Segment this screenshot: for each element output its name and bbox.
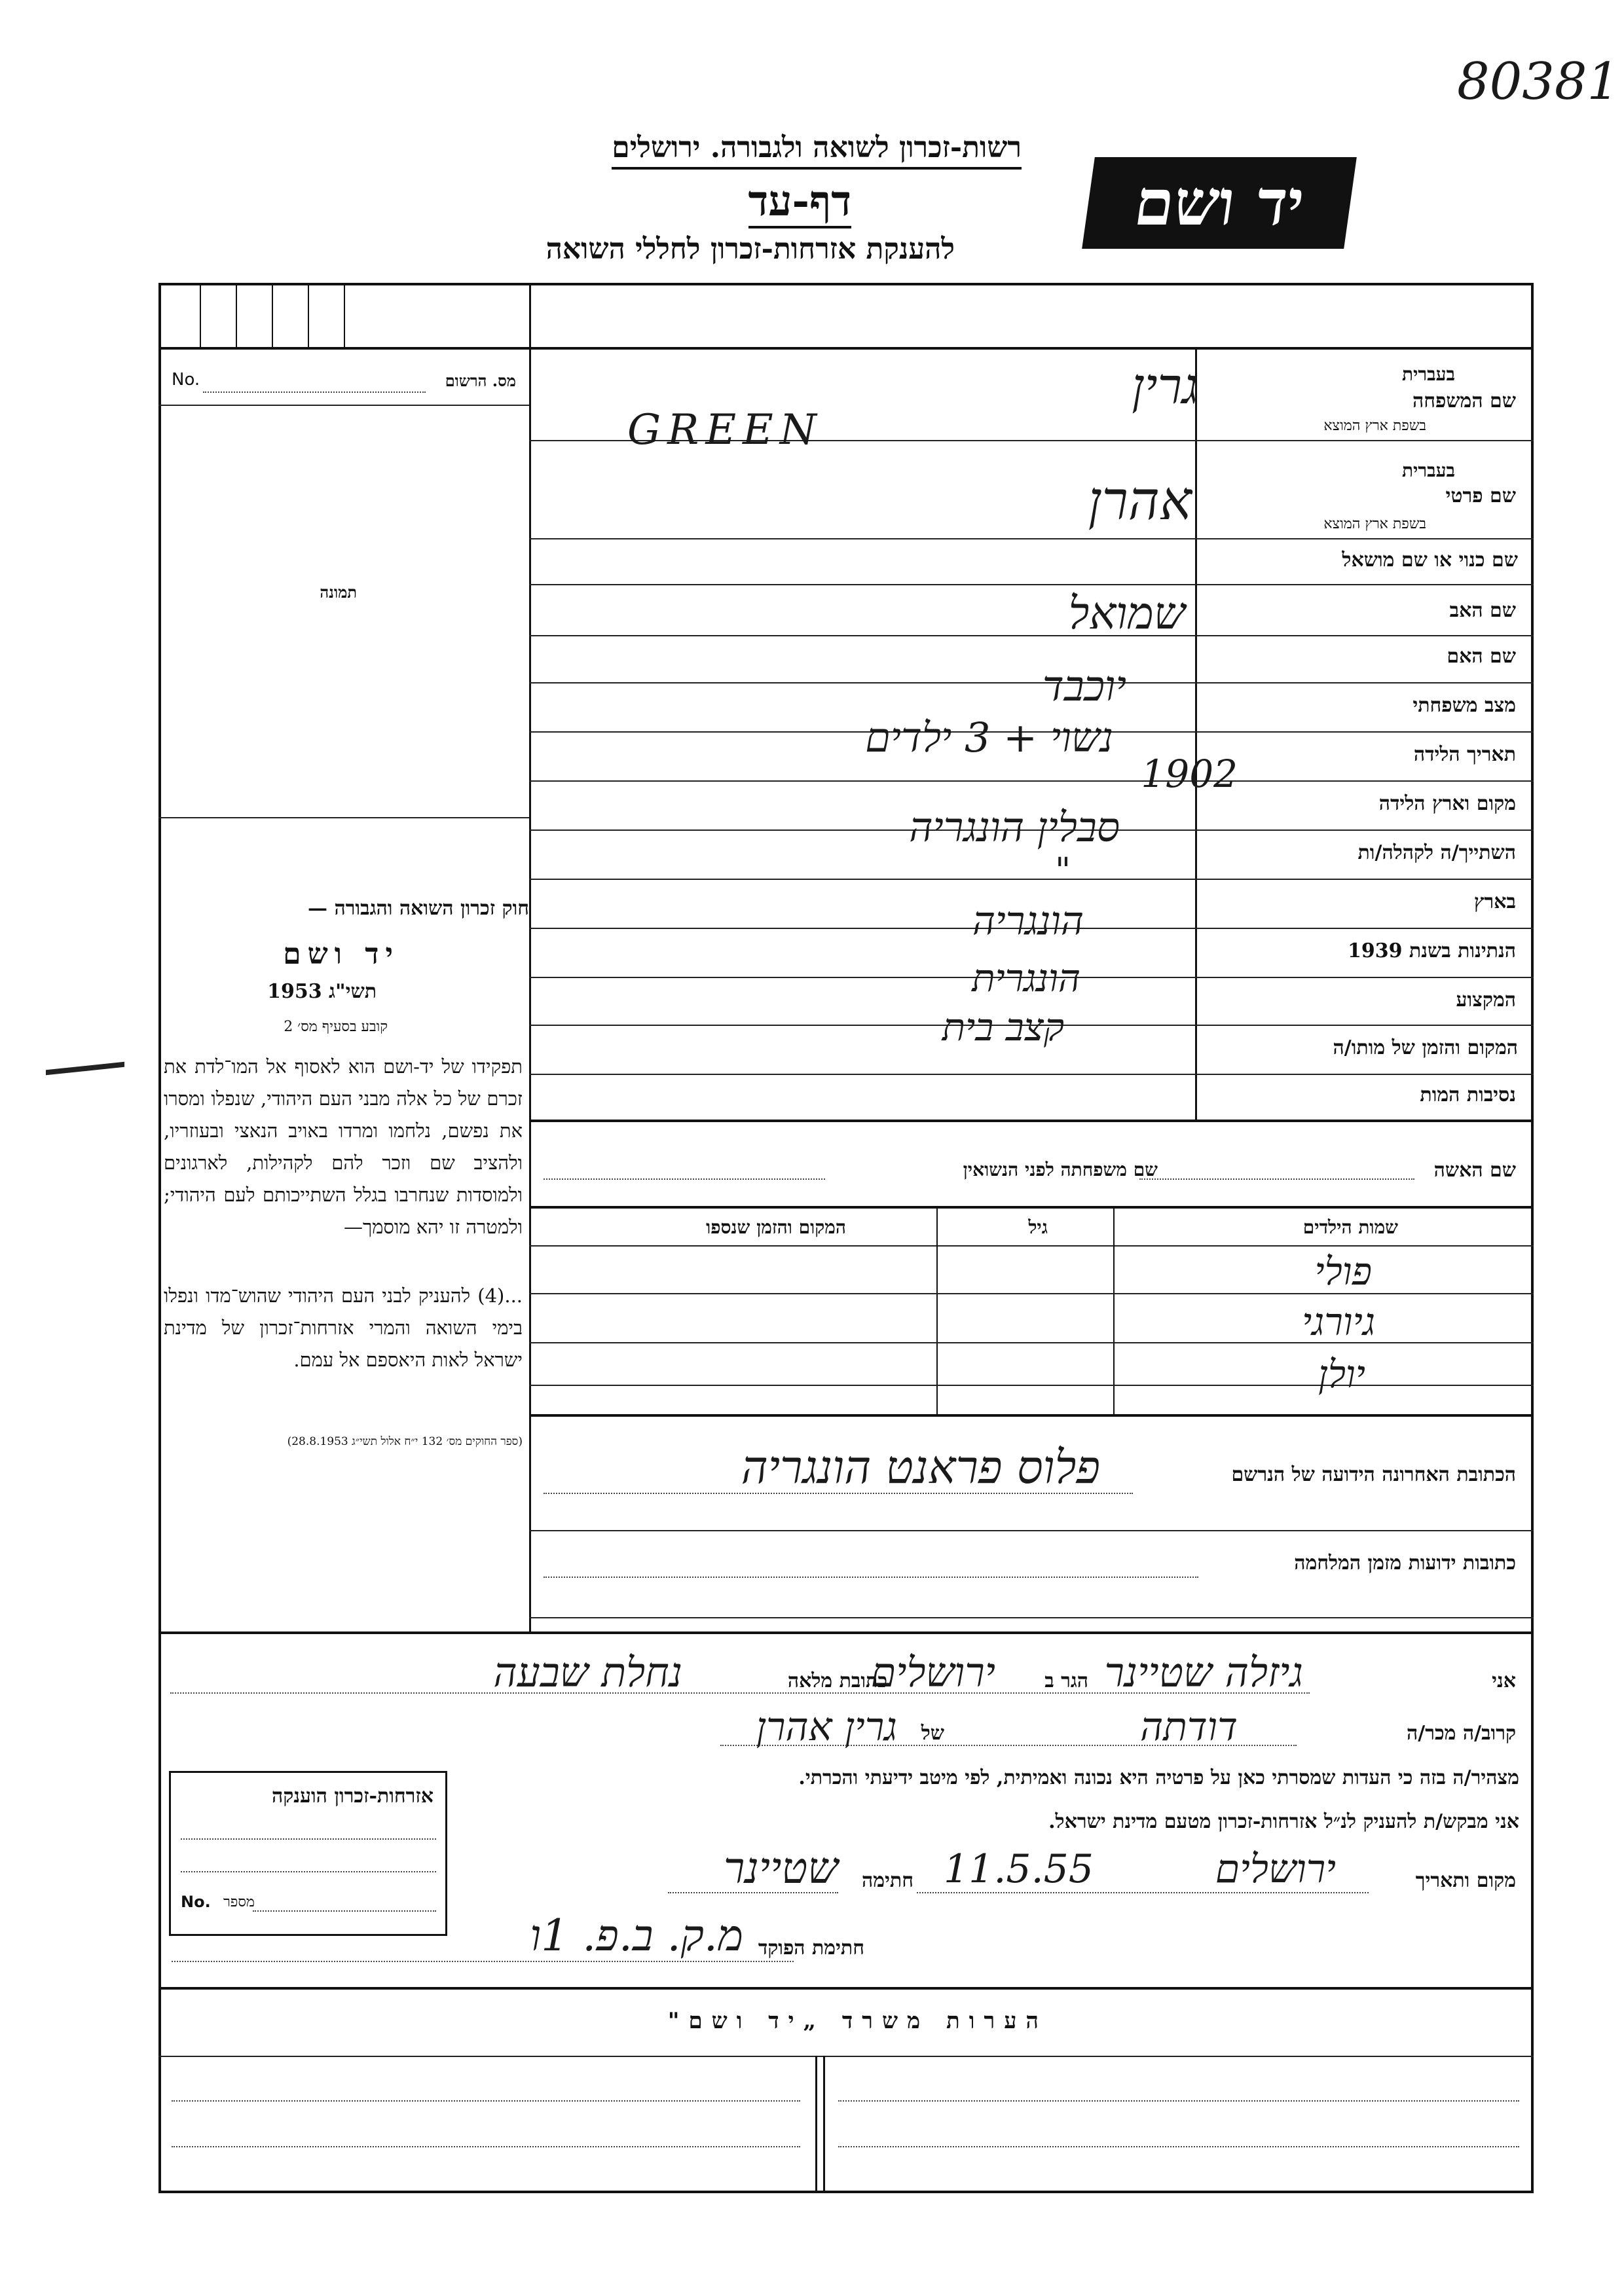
country-label: בארץ [1473,890,1516,913]
citizenship-value[interactable]: הונגרית [972,956,1080,1000]
relation-value[interactable]: דודתה [1139,1704,1238,1750]
marital-status-label: מצב משפחתי [1412,694,1516,717]
testimony-statement: מצהיר/ה בזה כי העדות שמסרתי כאן על פרטיה היא נכונה ואמיתית, לפי מיטב ידיעתי והכרתי. [798,1766,1519,1789]
law-year: תשי"ג 1953 [267,980,377,1003]
wife-name-label: שם האשה [1433,1159,1516,1182]
child-name-1[interactable]: פולי [1314,1249,1372,1294]
law-name: יד ושם [283,938,399,971]
last-address-label: הכתובת האחרונה הידועה של הנרשם [1231,1463,1516,1486]
remarks-title: הערות משרד „יד ושם" [667,2008,1048,2034]
profession-value[interactable]: קצב בית [942,1005,1064,1049]
signature-label: חתימה [862,1869,913,1892]
law-section: קובע בסעיף מס׳ 2 [284,1019,388,1035]
relative-of-label: של [921,1722,944,1745]
country-value[interactable]: הונגריה [972,898,1084,944]
first-name-origin-label: בשפת ארץ המוצא [1323,516,1426,532]
death-circumstances-label: נסיבות המות [1420,1084,1516,1106]
official-signature-label: חתימת הפוקד [758,1937,864,1959]
citizenship-request-statement: אני מבקש/ת להעניק לנ״ל אזרחות-זכרון מטעם מדינת ישראל. [1048,1810,1519,1833]
marital-status-value[interactable]: נשוי + 3 ילדים [865,714,1113,761]
community-value[interactable]: " [1055,851,1071,890]
birth-date-value[interactable]: 1902 [1141,752,1238,796]
place-value[interactable]: ירושלים [1215,1846,1336,1892]
logo-text: יד ושם [1130,166,1309,240]
nickname-label: שם כנוי או שם מושאל [1342,549,1518,572]
authority-line: רשות-זכרון לשואה ולגבורה. ירושלים [612,131,1022,170]
reg-box-divider [200,283,201,347]
official-signature-value[interactable]: מ.ק. ב.פ. 1ו [530,1910,743,1961]
law-paragraph-1: תפקידו של יד-ושם הוא לאסוף אל המו־לדת את זכרם של כל אלה מבני העם היהודי, שנפלו ומסרו את נפשם, נלחמו ומרדו באויב הנאצי ובעוזריו, ולהציב שם וזכר להם לקהילות, לארגונים ולמוסדות שנחרבו בגלל השתייכותם לעם היהודי; ולמטרה זו יהא מוסמך— [164,1055,523,1238]
relative-of-name[interactable]: גרין אהרן [756,1704,897,1750]
children-place-header: המקום והזמן שנספו [706,1216,846,1238]
family-name-origin-value[interactable]: GREEN [627,406,823,454]
first-name-hebrew-label: בעברית [1401,460,1455,481]
certificate-no-label: No. [181,1893,211,1911]
resides-in-label: הגר ב [1044,1669,1088,1692]
children-names-header: שמות הילדים [1302,1216,1398,1238]
child-name-3[interactable]: יולן [1318,1352,1365,1396]
certificate-number-label: מספר [223,1894,255,1910]
law-citation: (ספר החוקים מס׳ 132 י״ח אלול תשי״ג 28.8.1953) [287,1435,523,1448]
mother-name-label: שם האם [1447,645,1516,668]
family-name-origin-label: בשפת ארץ המוצא [1323,418,1426,434]
birth-date-label: תאריך הלידה [1413,743,1516,766]
certificate-title: אזרחות-זכרון הוענקה [271,1785,434,1808]
child-name-2[interactable]: גיורגי [1301,1300,1375,1344]
registration-no-label: No. [172,370,200,390]
family-name-hebrew-value[interactable]: גרין [1132,357,1198,415]
war-addresses-label: כתובות ידועות מזמן המלחמה [1294,1552,1516,1575]
form-title: דף-עד [748,177,852,228]
first-name-label: שם פרטי [1445,484,1516,507]
declarant-city[interactable]: ירושלים [870,1649,995,1696]
relation-label: קרוב/ה מכר/ה [1407,1722,1516,1745]
community-label: השתייך/ה לקהלה/ות [1357,841,1516,864]
declarant-address[interactable]: נחלת שבעה [493,1649,682,1696]
declarant-i-label: אני [1492,1669,1516,1692]
father-name-value[interactable]: שמואל [1068,588,1185,640]
father-name-label: שם האב [1449,599,1516,622]
death-place-time-label: המקום והזמן של מותו/ה [1333,1036,1518,1059]
place-date-label: מקום ותאריך [1415,1869,1516,1892]
children-age-header: גיל [1028,1216,1048,1238]
photo-label: תמונה [320,583,357,602]
birth-place-value[interactable]: סבלין הונגריה [909,803,1120,851]
citizenship-certificate-box [169,1771,447,1936]
citizenship-1939-label: הנתינות בשנת 1939 [1347,939,1516,962]
scan-mark [46,1062,124,1076]
first-name-hebrew-value[interactable]: אהרן [1088,470,1192,532]
form-subtitle: להענקת אזרחות-זכרון לחללי השואה [545,232,955,266]
law-paragraph-2: ...(4) להעניק לבני העם היהודי שהוש־מדו ונפלו בימי השואה והמרי אזרחות־זכרון של מדינת ישראל לאות היאספם אל עמם. [164,1285,523,1371]
profession-label: המקצוע [1456,989,1516,1011]
registration-label: מס. הרשום [445,371,516,390]
last-address-value[interactable]: פלוס פראנט הונגריה [741,1440,1100,1494]
declarant-name[interactable]: גיזלה שטיינר [1104,1649,1303,1696]
birth-place-label: מקום וארץ הלידה [1378,792,1516,815]
yad-vashem-logo [1082,157,1357,249]
signature-value[interactable]: שטיינר [723,1843,838,1893]
date-value[interactable]: 11.5.55 [943,1846,1094,1892]
law-title: חוק זכרון השואה והגבורה — [308,897,529,920]
full-address-label: כתובת מלאה [787,1669,887,1692]
family-name-label: שם המשפחה [1412,390,1516,412]
wife-maiden-name-label: שם משפחתה לפני הנשואין [963,1159,1158,1180]
family-name-hebrew-label: בעברית [1401,363,1455,385]
archive-number: 80381 [1457,52,1620,111]
mother-name-value[interactable]: יוכבד [1042,663,1126,711]
